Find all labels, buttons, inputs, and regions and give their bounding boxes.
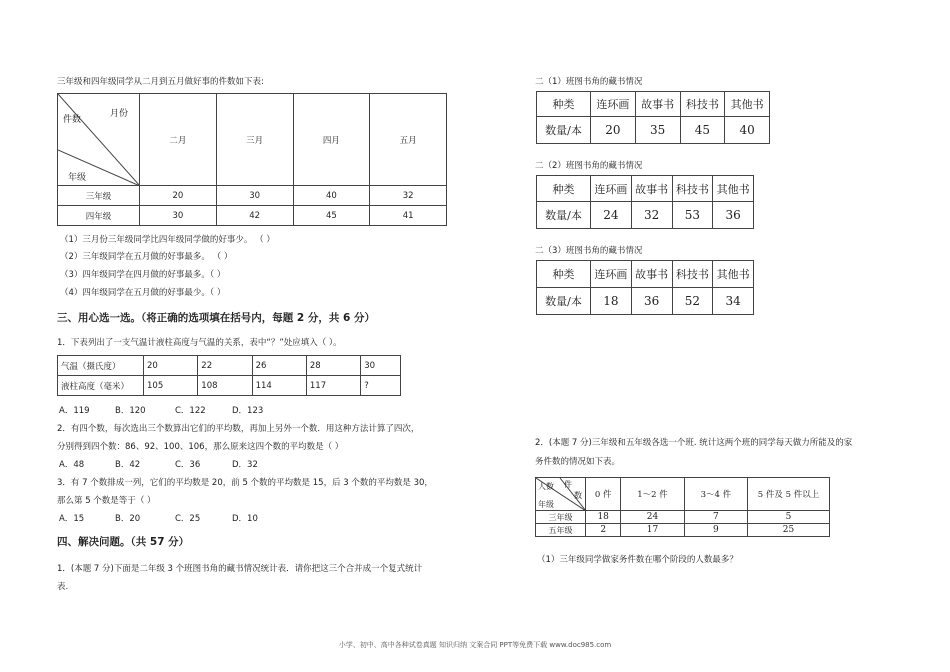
intro-text: 三年级和四年级同学从二月到五月做好事的件数如下表:: [57, 77, 264, 87]
header-cell: 其他书: [725, 92, 770, 117]
grade-cell: 五年级: [536, 524, 586, 537]
grade-cell: 四年级: [58, 206, 140, 226]
value-cell: 17: [621, 524, 684, 537]
table-row: [58, 186, 447, 206]
value-cell: 20: [140, 186, 217, 206]
option: D．10: [232, 514, 258, 524]
option: D．32: [232, 460, 258, 470]
value-cell: 30: [140, 206, 217, 226]
table-row: [537, 288, 754, 315]
question-1: （1）三月份三年级同学比四年级同学做的好事少。 （ ）: [60, 235, 275, 245]
class-1-caption: 二（1）班图书角的藏书情况: [535, 77, 643, 87]
problem-1-line-1: 1．(本题 7 分)下面是二年级 3 个班图书角的藏书情况统计表．请你把这三个合并成一个复式统计: [57, 564, 423, 574]
month-header: 四月: [293, 94, 370, 186]
table-row: [537, 261, 754, 288]
header-cell: 科技书: [672, 176, 713, 202]
header-cell: 科技书: [672, 261, 713, 288]
table-row: [58, 206, 447, 226]
row-label: 数量/本: [537, 288, 591, 315]
value-cell: 24: [621, 511, 684, 524]
value-cell: ?: [361, 376, 401, 396]
value-cell: 32: [370, 186, 447, 206]
table-row: [537, 202, 754, 229]
corner-shu-label: 数: [574, 491, 582, 500]
row-label: 液柱高度（毫米）: [58, 376, 144, 396]
header-cell: 3～4 件: [684, 478, 747, 511]
header-cell: 其他书: [713, 176, 754, 202]
value-cell: 20: [144, 356, 198, 376]
problem-2-line-1: 2．(本题 7 分)三年级和五年级各选一个班. 统计这两个班的同学每天做力所能及的家: [535, 438, 853, 448]
header-cell: 种类: [537, 92, 591, 117]
grade-cell: 三年级: [58, 186, 140, 206]
corner-grade-label: 年级: [68, 173, 87, 183]
value-cell: 40: [293, 186, 370, 206]
corner-people-label: 人数: [538, 482, 554, 491]
table-row: [58, 356, 401, 376]
header-cell: 故事书: [631, 261, 672, 288]
problem-2-line-2: 务件数的情况如下表。: [535, 457, 621, 467]
option: C．25: [175, 514, 201, 524]
class-1-book-table: [536, 91, 770, 144]
value-cell: 5: [748, 511, 830, 524]
page-footer: 小学、初中、高中各种试卷真题 知识归纳 文案合同 PPT等免费下载 www.doc985.com: [338, 641, 612, 649]
table-row: [537, 92, 770, 117]
value-cell: 30: [216, 186, 293, 206]
value-cell: 108: [198, 376, 252, 396]
choice-3-line-1: 3．有 7 个数排成一列，它们的平均数是 20，前 5 个数的平均数是 15，后 3 个数的平均数是 30，: [57, 478, 433, 488]
month-header: 五月: [370, 94, 447, 186]
value-cell: 32: [631, 202, 672, 229]
value-cell: 40: [725, 117, 770, 144]
value-cell: 34: [713, 288, 754, 315]
header-cell: 连环画: [591, 261, 632, 288]
header-cell: 5 件及 5 件以上: [748, 478, 830, 511]
option: A．119: [59, 406, 90, 416]
choice-2-line-1: 2．有四个数，每次选出三个数算出它们的平均数，再加上另外一个数．用这种方法计算了四次，: [57, 424, 420, 434]
section-4-heading: 四、解决问题。（共 57 分）: [57, 536, 190, 548]
good-deeds-table: [57, 93, 447, 226]
class-2-caption: 二（2）班图书角的藏书情况: [535, 161, 643, 171]
value-cell: 53: [672, 202, 713, 229]
value-cell: 28: [306, 356, 360, 376]
header-cell: 1～2 件: [621, 478, 684, 511]
housework-table: [535, 477, 830, 537]
thermometer-table: [57, 355, 401, 396]
month-header: 三月: [216, 94, 293, 186]
value-cell: 18: [586, 511, 621, 524]
value-cell: 7: [684, 511, 747, 524]
option: B．42: [115, 460, 141, 470]
option: C．36: [175, 460, 201, 470]
grade-cell: 三年级: [536, 511, 586, 524]
table-row: [58, 376, 401, 396]
value-cell: 25: [748, 524, 830, 537]
problem-2-question-1: （1）三年级同学做家务件数在哪个阶段的人数最多？: [537, 555, 738, 565]
option: C．122: [175, 406, 206, 416]
value-cell: 35: [635, 117, 680, 144]
header-cell: 0 件: [586, 478, 621, 511]
header-cell: 连环画: [591, 176, 632, 202]
table-corner: [58, 94, 140, 186]
value-cell: 45: [293, 206, 370, 226]
value-cell: 36: [713, 202, 754, 229]
option: B．20: [115, 514, 141, 524]
choice-3-line-2: 那么第 5 个数是等于（ ）: [57, 496, 156, 506]
option: D．123: [232, 406, 264, 416]
row-label: 数量/本: [537, 117, 591, 144]
table-row: [536, 511, 830, 524]
value-cell: 105: [144, 376, 198, 396]
header-cell: 种类: [537, 261, 591, 288]
table-row: [536, 524, 830, 537]
class-3-book-table: [536, 260, 754, 315]
question-3: （3）四年级同学在四月做的好事最多。（ ）: [60, 270, 226, 280]
class-2-book-table: [536, 175, 754, 229]
corner-month-label: 月份: [110, 109, 129, 119]
value-cell: 18: [591, 288, 632, 315]
value-cell: 22: [198, 356, 252, 376]
value-cell: 52: [672, 288, 713, 315]
value-cell: 24: [591, 202, 632, 229]
value-cell: 36: [631, 288, 672, 315]
question-4: （4）四年级同学在五月做的好事最少。（ ）: [60, 288, 226, 298]
header-cell: 科技书: [680, 92, 725, 117]
value-cell: 26: [252, 356, 306, 376]
row-label: 数量/本: [537, 202, 591, 229]
choice-1-text: 1．下表列出了一支气温计液柱高度与气温的关系，表中“？”处应填入（ ）。: [57, 338, 342, 348]
value-cell: 2: [586, 524, 621, 537]
value-cell: 114: [252, 376, 306, 396]
header-cell: 其他书: [713, 261, 754, 288]
month-header: 二月: [140, 94, 217, 186]
table-row: [537, 176, 754, 202]
value-cell: 42: [216, 206, 293, 226]
row-label: 气温（摄氏度）: [58, 356, 144, 376]
header-cell: 连环画: [591, 92, 636, 117]
value-cell: 30: [361, 356, 401, 376]
problem-1-line-2: 表.: [57, 582, 69, 592]
option: A．15: [59, 514, 85, 524]
option: A．48: [59, 460, 85, 470]
choice-2-line-2: 分别得到四个数：86、92、100、106，那么原来这四个数的平均数是（ ）: [57, 442, 344, 452]
value-cell: 45: [680, 117, 725, 144]
value-cell: 41: [370, 206, 447, 226]
question-2: （2）三年级同学在五月做的好事最多。 （ ）: [60, 252, 233, 262]
value-cell: 20: [591, 117, 636, 144]
section-3-heading: 三、用心选一选。（将正确的选项填在括号内，每题 2 分，共 6 分）: [57, 312, 375, 324]
header-cell: 故事书: [631, 176, 672, 202]
value-cell: 9: [684, 524, 747, 537]
option: B．120: [115, 406, 146, 416]
corner-jian-label: 件: [564, 480, 572, 489]
header-cell: 种类: [537, 176, 591, 202]
table-row: [537, 117, 770, 144]
value-cell: 117: [306, 376, 360, 396]
corner-count-label: 件数: [63, 115, 82, 125]
header-cell: 故事书: [635, 92, 680, 117]
corner-grade-label: 年级: [538, 500, 554, 509]
class-3-caption: 二（3）班图书角的藏书情况: [535, 246, 643, 256]
table-corner: [536, 478, 586, 511]
